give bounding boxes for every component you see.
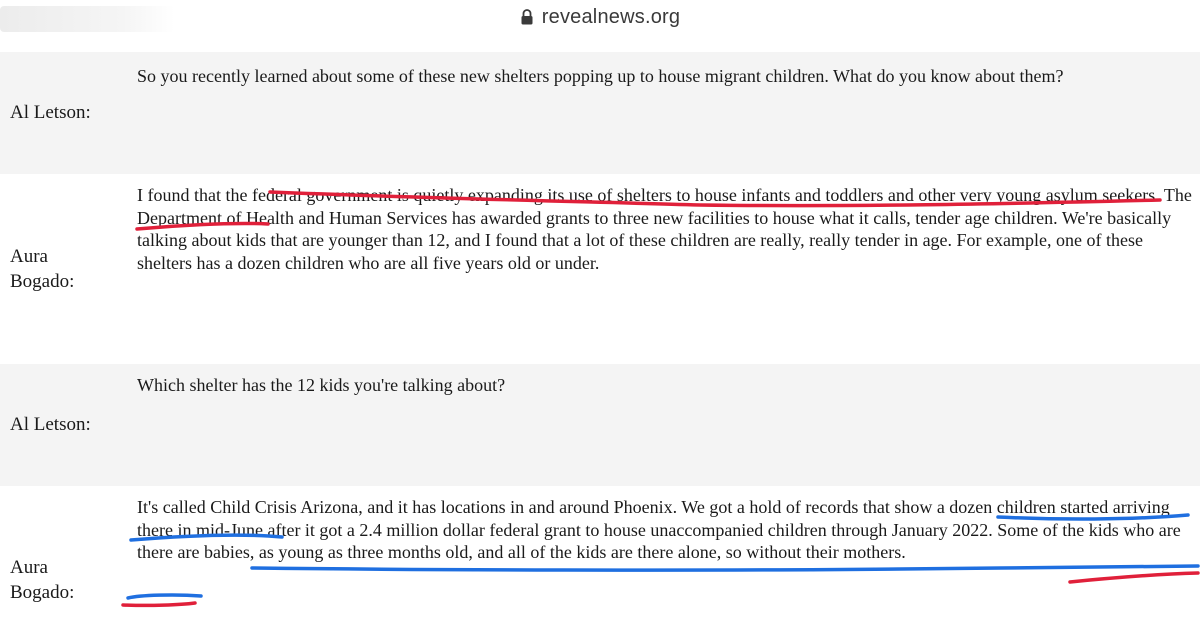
speech-text: Which shelter has the 12 kids you're talking about? [137,375,506,395]
speech-text: I found that the federal government is quietly expanding its use of shelters to house infants and toddlers and other very young asylum seekers. The Department of Health and Human Services has awarded grants to three new facilities to house what it calls, tender age children. We're basically talking about kids that are younger than 12, and I found that a lot of these children are really, really tender in age. For example, one of these shelters has a dozen children who are all five years old or under. [137,185,1192,273]
browser-address-bar[interactable] [0,0,1200,44]
transcript-row [0,364,1200,486]
speaker-name: Aura Bogado: [10,246,75,292]
lock-icon [520,9,534,25]
speaker-name: Aura Bogado: [10,557,75,603]
transcript-row [0,486,1200,625]
url-text: revealnews.org [541,5,681,28]
speech-text: It's called Child Crisis Arizona, and it has locations in and around Phoenix. We got a hold of records that show a dozen children started arriving there in mid-June after it got a 2.4 million dollar federal grant to house unaccompanied children through January 2022. Some of the kids who are there are babies, as young as three months old, and all of the kids are there alone, so without their mothers. [137,497,1181,562]
blurred-tab-area [0,6,175,32]
speaker-name: Al Letson: [10,102,91,123]
speech-text: So you recently learned about some of these new shelters popping up to house migrant children. What do you know about them? [137,66,1064,86]
transcript-row [0,174,1200,364]
transcript-row [0,52,1200,174]
address-display[interactable] [520,6,680,29]
speaker-name: Al Letson: [10,414,91,435]
